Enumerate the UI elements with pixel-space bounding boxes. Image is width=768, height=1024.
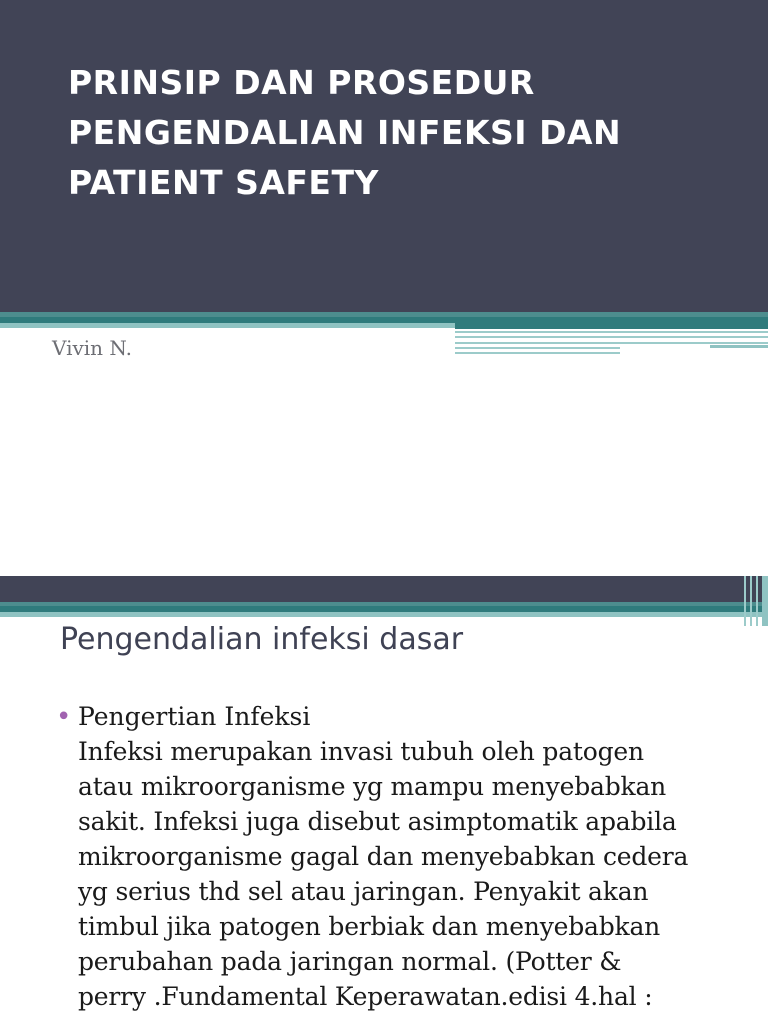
title-slide-header: [0, 0, 768, 312]
content-slide: [0, 576, 768, 1024]
title-line-1: PRINSIP DAN PROSEDUR: [68, 63, 535, 102]
bullet-list: [54, 700, 754, 1014]
bullet-text-line-6: timbul jika patogen berbiak dan menyebabkan: [78, 912, 661, 941]
bullet-text-line-5: yg serius thd sel atau jaringan. Penyakit akan: [78, 877, 649, 906]
bullet-text-line-4: mikroorganisme gagal dan menyebabkan cedera: [78, 842, 689, 871]
title-slide-heading: [68, 58, 708, 208]
bullet-text-line-3: sakit. Infeksi juga disebut asimptomatik apabila: [78, 807, 677, 836]
bullet-text-line-8: perry .Fundamental Keperawatan.edisi 4.hal :: [78, 982, 653, 1011]
author-name: Vivin N.: [52, 336, 132, 360]
bullet-item: [54, 700, 754, 1014]
content-slide-title: Pengendalian infeksi dasar: [60, 622, 464, 657]
bullet-dot-icon: •: [56, 702, 72, 732]
bullet-text-line-7: perubahan pada jaringan normal. (Potter &: [78, 947, 622, 976]
bullet-text-line-1: Infeksi merupakan invasi tubuh oleh patogen: [78, 737, 644, 766]
title-line-3: PATIENT SAFETY: [68, 163, 379, 202]
content-slide-header: [0, 576, 768, 602]
bullet-heading: Pengertian Infeksi: [78, 702, 311, 731]
title-line-2: PENGENDALIAN INFEKSI DAN: [68, 113, 622, 152]
bullet-text-line-2: atau mikroorganisme yg mampu menyebabkan: [78, 772, 667, 801]
